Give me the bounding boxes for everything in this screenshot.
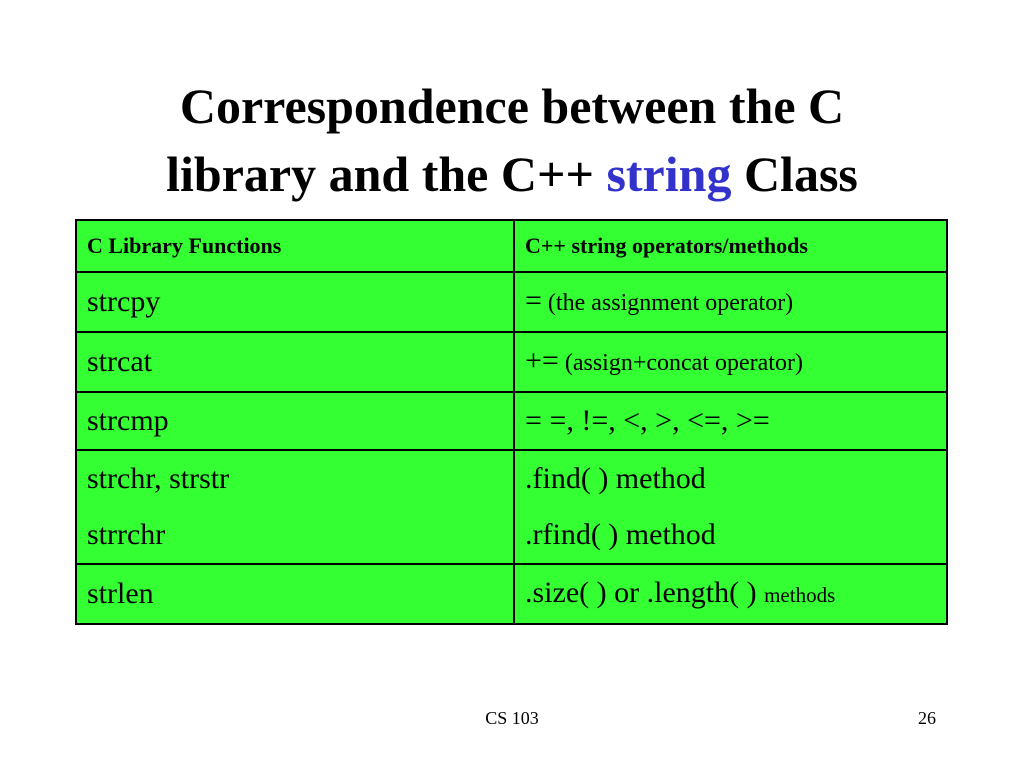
cell-cpp-equivalent xyxy=(514,564,947,624)
c-function-line: strchr, strstr xyxy=(87,462,230,495)
header-c-library: C Library Functions xyxy=(76,220,514,272)
cell-cpp-equivalent xyxy=(514,272,947,332)
cpp-note: (assign+concat operator) xyxy=(558,350,803,376)
footer-course: CS 103 xyxy=(485,708,539,728)
table-row xyxy=(76,450,947,564)
cell-c-function: strcat xyxy=(76,332,514,392)
cpp-note: methods xyxy=(764,583,836,607)
table-row xyxy=(76,272,947,332)
cpp-operator: += xyxy=(525,344,559,377)
correspondence-table xyxy=(75,219,948,625)
table-row xyxy=(76,332,947,392)
title-line-2-suffix: Class xyxy=(731,146,858,202)
cpp-method-line: .find( ) method xyxy=(525,462,706,495)
table-header-row xyxy=(76,220,947,272)
slide-title xyxy=(0,72,1024,208)
cell-c-function: strcpy xyxy=(76,272,514,332)
footer-page-number: 26 xyxy=(918,708,936,728)
title-accent-word: string xyxy=(606,146,732,202)
table-row xyxy=(76,392,947,450)
title-line-2 xyxy=(0,140,1024,208)
c-function-line: strrchr xyxy=(87,518,166,551)
cell-c-function: strlen xyxy=(76,564,514,624)
table-row xyxy=(76,564,947,624)
title-line-1: Correspondence between the C xyxy=(179,78,845,134)
cell-c-function xyxy=(76,450,514,564)
cell-cpp-equivalent xyxy=(514,450,947,564)
cpp-operator: = xyxy=(525,284,542,317)
cpp-method-line: .rfind( ) method xyxy=(525,518,716,551)
cell-c-function: strcmp xyxy=(76,392,514,450)
cell-cpp-equivalent: = =, !=, <, >, <=, >= xyxy=(514,392,947,450)
cpp-method: .size( ) or .length( ) xyxy=(525,576,765,609)
title-line-2-prefix: library and the C++ xyxy=(166,146,607,202)
cpp-note: (the assignment operator) xyxy=(541,290,794,316)
cell-cpp-equivalent xyxy=(514,332,947,392)
header-cpp-string: C++ string operators/methods xyxy=(514,220,947,272)
